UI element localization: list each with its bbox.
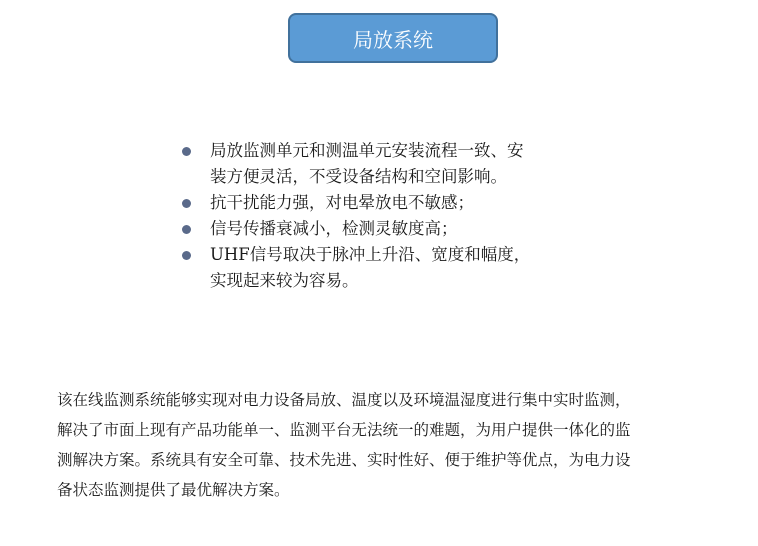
bullet-text: 局放监测单元和测温单元安装流程一致、安 xyxy=(210,141,524,160)
bullet-text: UHF信号取决于脉冲上升沿、宽度和幅度， xyxy=(210,245,531,264)
bullet-text: 实现起来较为容易。 xyxy=(210,271,359,290)
bullet-text: 信号传播衰减小，检测灵敏度高； xyxy=(210,219,458,238)
page-title: 局放系统 xyxy=(353,27,433,52)
description-paragraph xyxy=(57,385,747,505)
bullet-item-2 xyxy=(180,190,630,216)
paragraph-line: 测解决方案。系统具有安全可靠、技术先进、实时性好、便于维护等优点，为电力设 xyxy=(57,451,631,469)
bullet-item-4 xyxy=(180,242,630,294)
bullet-text: 抗干扰能力强，对电晕放电不敏感； xyxy=(210,193,474,212)
bullet-list xyxy=(180,138,630,294)
paragraph-line: 该在线监测系统能够实现对电力设备局放、温度以及环境温湿度进行集中实时监测， xyxy=(57,391,631,409)
bullet-item-3 xyxy=(180,216,630,242)
bullet-dot-icon xyxy=(182,147,191,156)
title-box xyxy=(288,13,498,63)
bullet-item-1 xyxy=(180,138,630,190)
paragraph-line: 备状态监测提供了最优解决方案。 xyxy=(57,481,290,499)
bullet-text: 装方便灵活，不受设备结构和空间影响。 xyxy=(210,167,507,186)
bullet-dot-icon xyxy=(182,251,191,260)
bullet-dot-icon xyxy=(182,225,191,234)
paragraph-line: 解决了市面上现有产品功能单一、监测平台无法统一的难题，为用户提供一体化的监 xyxy=(57,421,631,439)
bullet-dot-icon xyxy=(182,199,191,208)
